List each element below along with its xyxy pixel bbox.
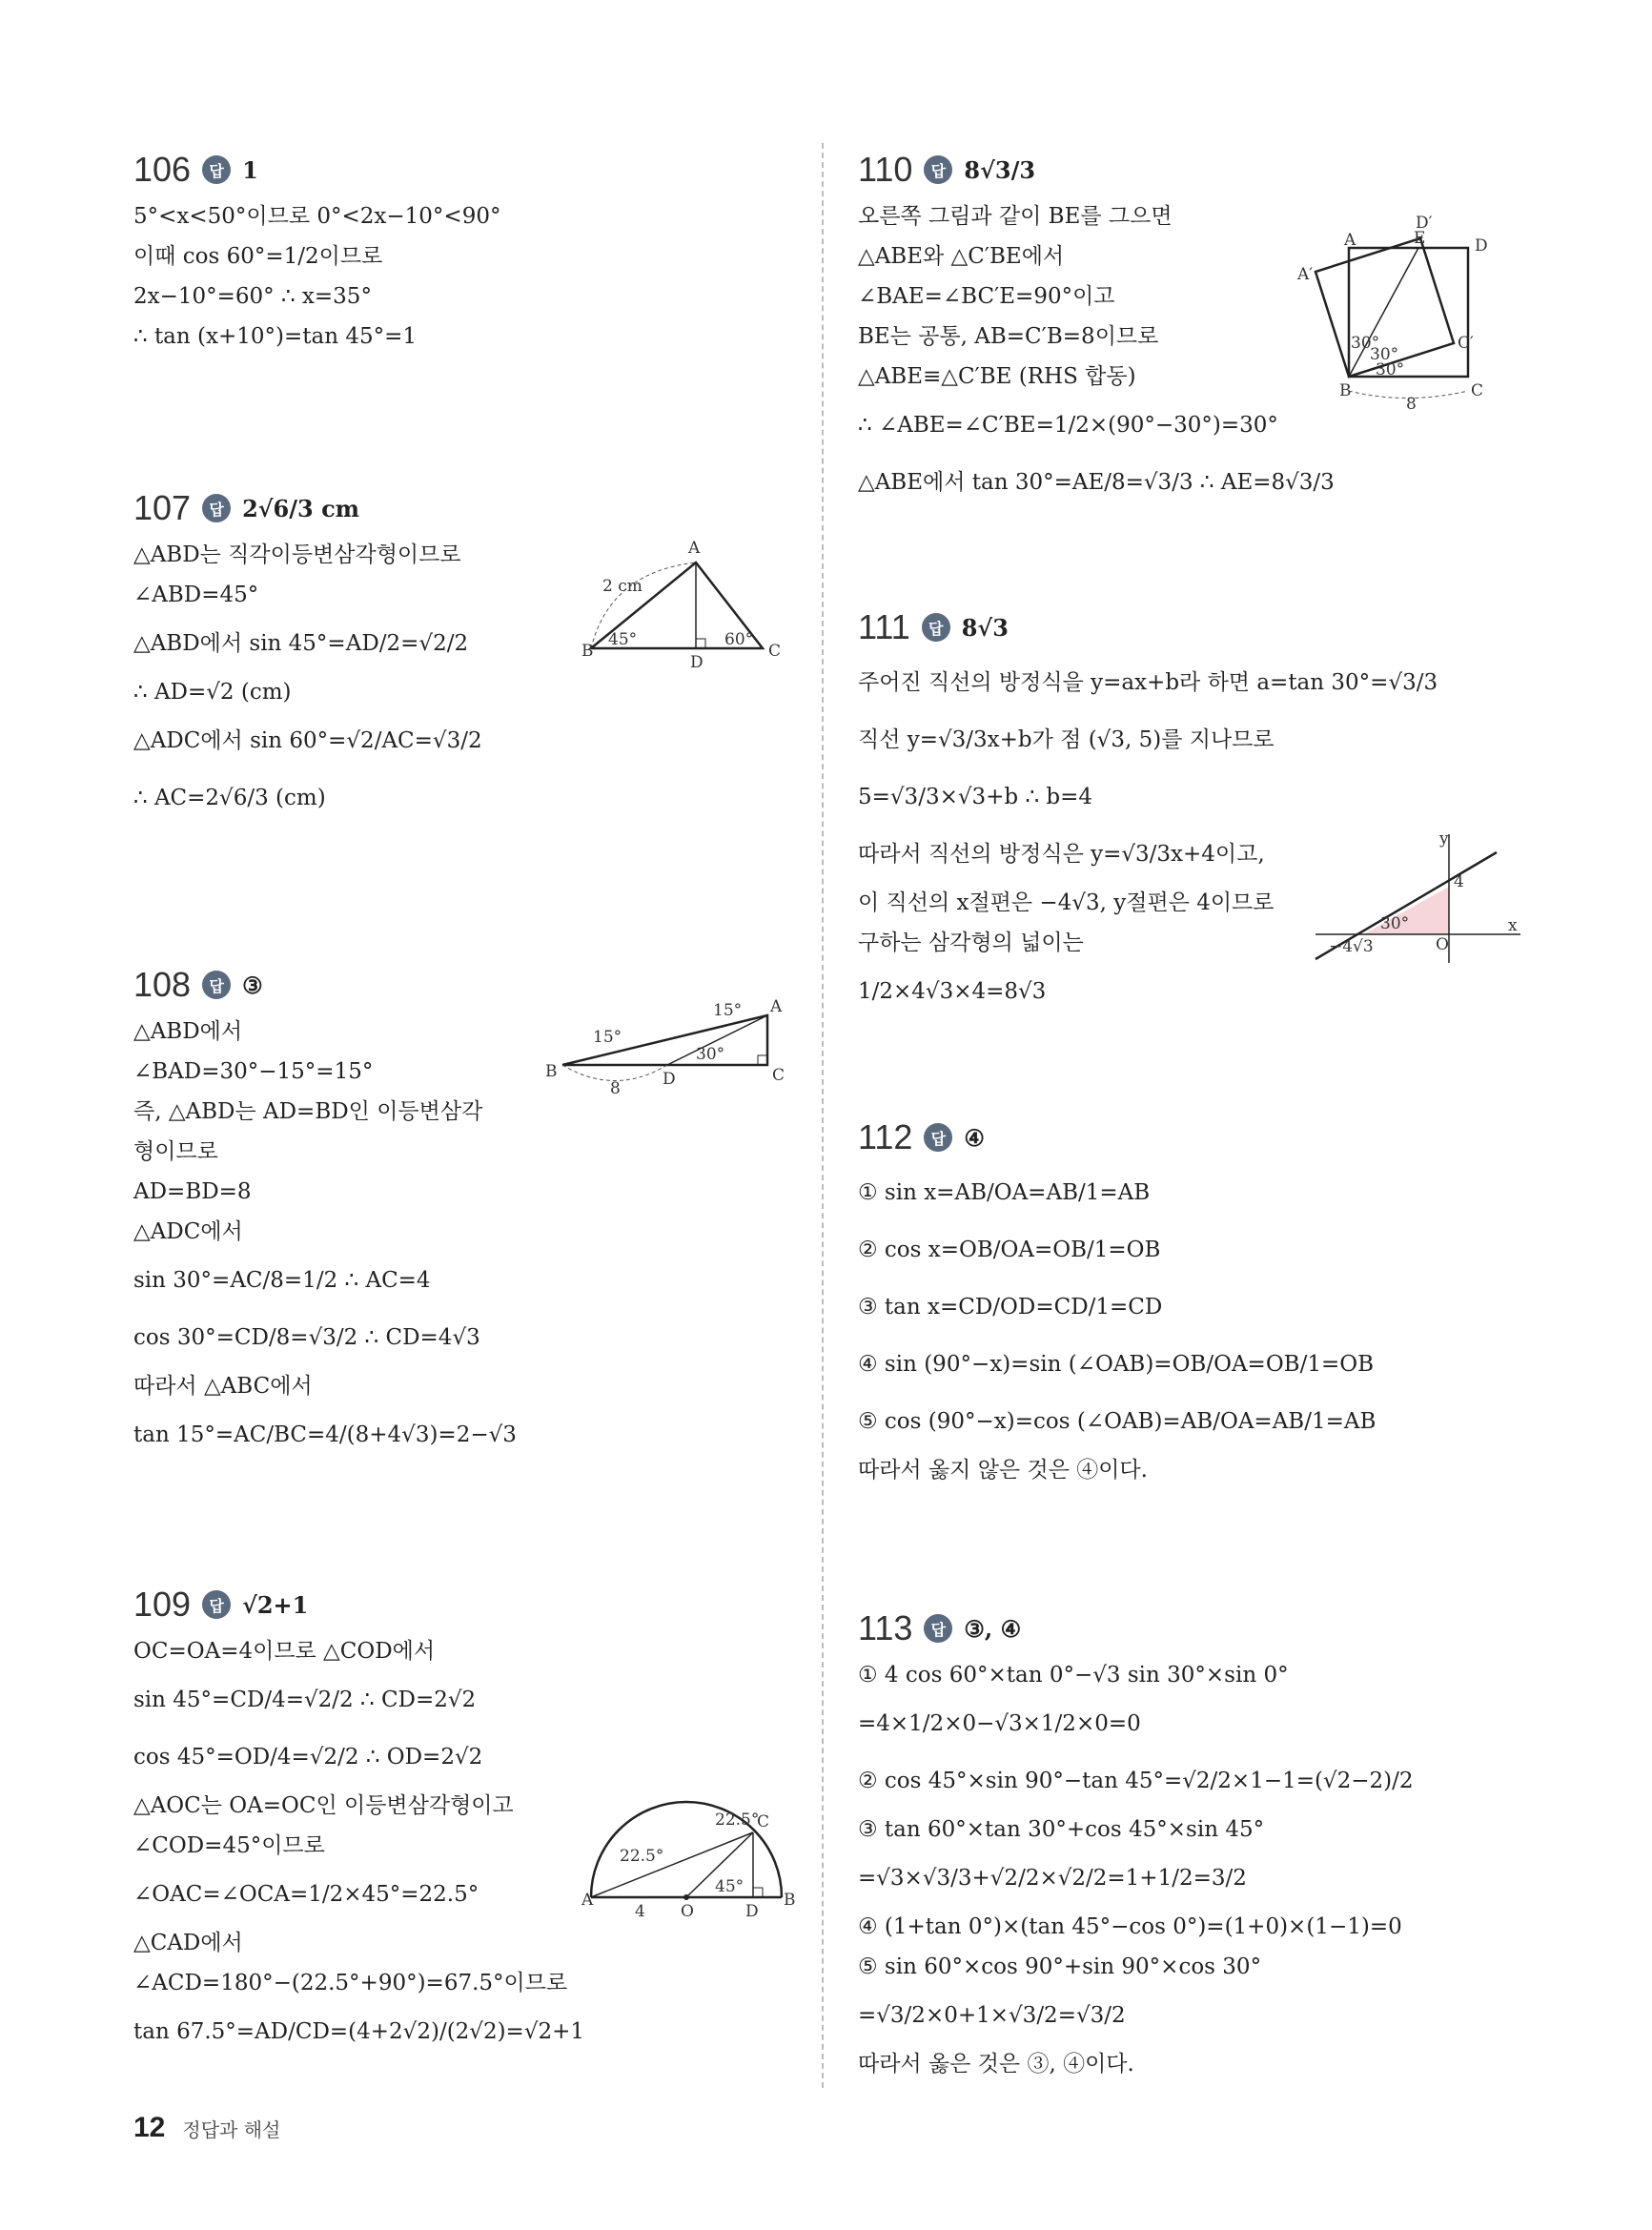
problem-number: 112 (858, 1117, 913, 1156)
vertex-label: A (770, 997, 783, 1016)
vertex-label: A (688, 539, 701, 558)
vertex-label: D (690, 653, 704, 667)
axis-label: y (1439, 829, 1449, 849)
problem-number: 107 (133, 488, 192, 527)
solution-line: =√3/2×0+1×√3/2=√3/2 (858, 2003, 1126, 2028)
problem-108 (133, 958, 801, 1463)
problem-113 (858, 1602, 1525, 2084)
figure-rotated-squares (1292, 205, 1511, 410)
solution-line: ∠ABD=45° (133, 583, 259, 607)
angle-label: 30° (1380, 914, 1410, 933)
solution-line: 따라서 직선의 방정식은 y=√3/3x+4이고, (858, 842, 1265, 867)
answer-badge: 답 (202, 494, 231, 522)
solution-line: 구하는 삼각형의 넓이는 (858, 931, 1084, 955)
answer: 1 (242, 155, 258, 184)
length-label: 8 (1406, 395, 1417, 410)
solution-line: 형이므로 (133, 1139, 218, 1164)
angle-label: 22.5° (715, 1811, 760, 1830)
solution-line: △ABD에서 (133, 1019, 243, 1044)
angle-label: 60° (724, 630, 754, 649)
solution-line: ⑤ cos (90°−x)=cos (∠OAB)=AB/OA=AB/1=AB (858, 1409, 1377, 1434)
figure-triangle-abd (543, 996, 796, 1101)
solution-line: tan 67.5°=AD/CD=(4+2√2)/(2√2)=√2+1 (133, 2019, 585, 2044)
problem-110 (858, 143, 1525, 511)
problem-109 (133, 1578, 801, 2060)
solution-line: ∠ACD=180°−(22.5°+90°)=67.5°이므로 (133, 1971, 568, 1995)
answer: 8√3 (961, 613, 1009, 642)
vertex-label: C′ (1458, 334, 1474, 353)
problem-number: 106 (133, 150, 192, 189)
solution-line: 2x−10°=60° ∴ x=35° (133, 284, 372, 309)
solution-line: 주어진 직선의 방정식을 y=ax+b라 하면 a=tan 30°=√3/3 (858, 670, 1438, 695)
answer: √2+1 (242, 1590, 309, 1619)
vertex-label: A (581, 1891, 594, 1910)
angle-label: 45° (715, 1877, 744, 1896)
solution-line: △ABE와 △C′BE에서 (858, 244, 1065, 269)
solution-line: ③ tan x=CD/OD=CD/1=CD (858, 1295, 1163, 1320)
solution-line: AD=BD=8 (133, 1179, 252, 1204)
solution-line: ∴ AD=√2 (cm) (133, 680, 292, 705)
solution-line: △CAD에서 (133, 1931, 243, 1955)
vertex-label: A′ (1297, 265, 1314, 284)
page-number: 12 (133, 2112, 166, 2143)
vertex-label: D (745, 1902, 759, 1921)
answer-badge: 답 (924, 1614, 952, 1643)
problem-111 (858, 601, 1525, 1020)
column-divider (822, 143, 824, 2088)
vertex-label: C (772, 1066, 785, 1085)
vertex-label: D′ (1416, 214, 1433, 233)
vertex-label: B (545, 1062, 558, 1081)
solution-line: ① 4 cos 60°×tan 0°−√3 sin 30°×sin 0° (858, 1663, 1289, 1688)
solution-line: ④ (1+tan 0°)×(tan 45°−cos 0°)=(1+0)×(1−1)=0 (858, 1914, 1402, 1939)
solution-line: 직선 y=√3/3x+b가 점 (√3, 5)를 지나므로 (858, 727, 1275, 752)
solution-line: 5°<x<50°이므로 0°<2x−10°<90° (133, 204, 501, 229)
solution-line: △ABE에서 tan 30°=AE/8=√3/3 ∴ AE=8√3/3 (858, 470, 1335, 495)
vertex-label: O (681, 1902, 694, 1921)
figure-semicircle (581, 1792, 796, 1921)
solution-line: OC=OA=4이므로 △COD에서 (133, 1639, 436, 1664)
problem-number: 111 (858, 607, 910, 646)
solution-line: ∴ AC=2√6/3 (cm) (133, 786, 326, 810)
solution-line: ④ sin (90°−x)=sin (∠OAB)=OB/OA=OB/1=OB (858, 1352, 1374, 1377)
answer: ③ (242, 971, 263, 999)
figure-triangle-abc (581, 534, 801, 667)
solution-line: △ABD에서 sin 45°=AD/2=√2/2 (133, 631, 469, 656)
solution-line: sin 30°=AC/8=1/2 ∴ AC=4 (133, 1268, 431, 1293)
solution-line: ∴ tan (x+10°)=tan 45°=1 (133, 324, 418, 349)
solution-line: ③ tan 60°×tan 30°+cos 45°×sin 45° (858, 1817, 1265, 1842)
page-section-label: 정답과 해설 (182, 2118, 281, 2141)
axis-label: x (1508, 916, 1518, 935)
solution-line: cos 30°=CD/8=√3/2 ∴ CD=4√3 (133, 1325, 480, 1350)
solution-line: ② cos x=OB/OA=OB/1=OB (858, 1238, 1161, 1262)
solution-line: △ABE≡△C′BE (RHS 합동) (858, 364, 1136, 389)
problem-106 (133, 143, 801, 357)
solution-line: ∠OAC=∠OCA=1/2×45°=22.5° (133, 1882, 479, 1907)
solution-line: ∴ ∠ABE=∠C′BE=1/2×(90°−30°)=30° (858, 413, 1278, 438)
solution-line: 따라서 옳은 것은 ③, ④이다. (858, 2052, 1134, 2077)
solution-line: BE는 공통, AB=C′B=8이므로 (858, 324, 1159, 349)
vertex-label: A (1344, 231, 1356, 250)
angle-label: 45° (608, 630, 638, 649)
solution-line: 1/2×4√3×4=8√3 (858, 979, 1047, 1004)
length-label: 8 (610, 1079, 621, 1098)
solution-line: ∠COD=45°이므로 (133, 1833, 325, 1858)
length-label: 4 (635, 1902, 645, 1921)
answer: 8√3/3 (964, 155, 1036, 184)
vertex-label: B (581, 642, 594, 661)
solution-line: ∠BAE=∠BC′E=90°이고 (858, 284, 1115, 309)
angle-label: 30° (696, 1045, 725, 1064)
vertex-label: B (784, 1891, 796, 1910)
angle-label: 22.5° (620, 1847, 664, 1866)
vertex-label: C (768, 642, 782, 661)
solution-line: 오른쪽 그림과 같이 BE를 그으면 (858, 204, 1173, 229)
problem-number: 108 (133, 965, 192, 1004)
solution-line: ② cos 45°×sin 90°−tan 45°=√2/2×1−1=(√2−2)/2 (858, 1769, 1414, 1793)
figure-line-graph (1306, 829, 1525, 972)
angle-label: 30° (1351, 334, 1380, 353)
problem-number: 109 (133, 1585, 192, 1624)
solution-line: △ABD는 직각이등변삼각형이므로 (133, 542, 461, 567)
problem-number: 110 (858, 150, 913, 189)
answer-badge: 답 (924, 155, 952, 184)
answer-badge: 답 (922, 613, 950, 642)
vertex-label: C (1471, 381, 1484, 400)
solution-line: 5=√3/3×√3+b ∴ b=4 (858, 785, 1093, 809)
intercept-label: −4√3 (1329, 937, 1374, 956)
solution-line: △AOC는 OA=OC인 이등변삼각형이고 (133, 1793, 514, 1818)
problem-number: 113 (858, 1608, 913, 1647)
solution-line: ∠BAD=30°−15°=15° (133, 1059, 374, 1084)
answer-badge: 답 (924, 1123, 952, 1152)
answer: 2√6/3 cm (242, 494, 360, 522)
solution-line: △ADC에서 (133, 1219, 243, 1244)
answer: ④ (964, 1123, 985, 1152)
solution-line: tan 15°=AC/BC=4/(8+4√3)=2−√3 (133, 1422, 517, 1447)
solution-line: 따라서 △ABC에서 (133, 1374, 313, 1399)
angle-label: 15° (593, 1028, 622, 1047)
vertex-label: D (1475, 236, 1488, 256)
angle-label: 30° (1376, 360, 1405, 379)
side-label: 2 cm (602, 577, 642, 596)
problem-112 (858, 1111, 1525, 1490)
angle-label: 15° (713, 1001, 743, 1020)
solution-line: cos 45°=OD/4=√2/2 ∴ OD=2√2 (133, 1745, 483, 1770)
solution-line: =√3×√3/3+√2/2×√2/2=1+1/2=3/2 (858, 1866, 1247, 1891)
problem-107 (133, 481, 801, 827)
vertex-label: D (663, 1070, 676, 1089)
solution-line: ① sin x=AB/OA=AB/1=AB (858, 1180, 1151, 1205)
solution-line: 이 직선의 x절편은 −4√3, y절편은 4이므로 (858, 890, 1275, 915)
vertex-label: E (1414, 229, 1426, 248)
answer-badge: 답 (202, 971, 231, 999)
intercept-label: 4 (1454, 872, 1464, 891)
solution-line: 따라서 옳지 않은 것은 ④이다. (858, 1458, 1148, 1483)
solution-line: ⑤ sin 60°×cos 90°+sin 90°×cos 30° (858, 1954, 1262, 1979)
solution-line: 이때 cos 60°=1/2이므로 (133, 244, 383, 269)
solution-line: 즉, △ABD는 AD=BD인 이등변삼각 (133, 1099, 483, 1124)
vertex-label: C (757, 1812, 770, 1831)
solution-line: sin 45°=CD/4=√2/2 ∴ CD=2√2 (133, 1688, 477, 1712)
page-footer (133, 2112, 280, 2144)
solution-line: =4×1/2×0−√3×1/2×0=0 (858, 1711, 1141, 1736)
answer-badge: 답 (202, 155, 231, 184)
vertex-label: B (1339, 381, 1352, 400)
angle-label: 30° (1370, 345, 1399, 364)
answer: ③, ④ (964, 1614, 1022, 1643)
answer-badge: 답 (202, 1590, 231, 1619)
origin-label: O (1436, 935, 1449, 954)
solution-line: △ADC에서 sin 60°=√2/AC=√3/2 (133, 728, 482, 753)
